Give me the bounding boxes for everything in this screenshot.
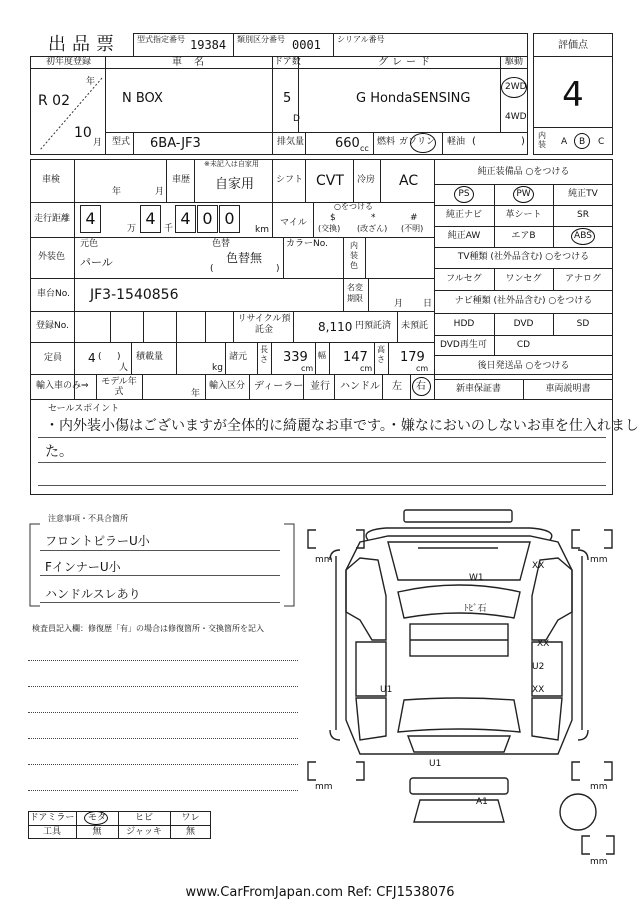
mirror-circle [84, 811, 108, 825]
mark-u1-rear: U1 [429, 759, 442, 769]
length-value: 339 [283, 350, 308, 365]
doors-value: 5 [283, 91, 292, 106]
navi-hdd: HDD [453, 319, 475, 329]
displacement: 660 [335, 136, 360, 151]
equip-abs: ABS [574, 231, 592, 241]
shift-label: シフト [276, 175, 304, 185]
model-type-label: 型式 [112, 137, 131, 147]
handle-label: ハンドル [340, 381, 380, 392]
mark-w1: W1 [469, 573, 484, 583]
inspection-month-unit: 月 [155, 187, 165, 197]
mark-xx-3: XX [532, 685, 545, 695]
length-label: 長さ [260, 345, 268, 364]
width-value: 147 [343, 350, 368, 365]
interior-grade-c: C [598, 137, 605, 147]
name-change-month: 月 [394, 299, 404, 309]
ac-label: 冷房 [357, 175, 376, 185]
fuel-label: 燃料 [377, 137, 396, 147]
class-label: 類別区分番号 [237, 35, 285, 44]
model-year-label: モデル年式 [101, 377, 137, 397]
mirror-motor: モタ [87, 813, 106, 823]
equip-ps: PS [458, 189, 470, 199]
equip-airbag: エアB [511, 231, 536, 241]
import-label: 輸入車のみ⇒ [36, 381, 89, 391]
first-reg-label: 初年度登録 [46, 57, 92, 67]
model-code-label: 型式指定番号 [137, 35, 185, 44]
import-dealer: ディーラー [254, 381, 304, 392]
mileage-digit-2: 4 [145, 209, 156, 228]
jack-value: 無 [185, 827, 195, 837]
note-item-1: フロントピラーU小 [45, 534, 150, 548]
interior-grade-b: B [579, 137, 586, 147]
recycle-unit: 円預託済 [355, 321, 392, 331]
mm-label-2: mm [590, 555, 608, 565]
capacity-label: 定員 [44, 353, 63, 363]
page-title: 出品票 [48, 34, 120, 55]
handle-left: 左 [392, 381, 402, 392]
mark-u2: U2 [532, 662, 545, 672]
score-label: 評価点 [558, 40, 588, 51]
reg-no-label: 登録No. [36, 321, 69, 331]
dvd-cd: CD [516, 340, 531, 350]
dims-label: 諸元 [229, 352, 248, 362]
history-note: ※未記入は自家用 [204, 160, 259, 168]
color-paren-close: ) [276, 264, 280, 274]
post-warranty: 新車保証書 [455, 384, 501, 394]
tv-title: TV種類 (社外品含む) ○をつける [457, 252, 590, 262]
navi-title: ナビ種類 (社外品含む) ○をつける [454, 296, 593, 306]
sales-line-1: ・内外装小傷はございますが全体的に綺麗なお車です。・嫌なにおいのしないお車を仕入れまし [45, 418, 639, 434]
history-value: 自家用 [215, 177, 255, 192]
model-year-unit: 年 [191, 389, 201, 399]
mm-label-1: mm [315, 555, 333, 565]
sales-label: セールスポイント [48, 404, 120, 414]
width-cm: cm [360, 364, 373, 373]
name-change-day: 日 [423, 299, 433, 309]
note-item-2: FインナーU小 [45, 560, 121, 574]
tv-fullseg: フルセグ [446, 274, 482, 284]
score-value: 4 [562, 75, 584, 115]
swap-dollar: $ [330, 213, 336, 223]
tv-oneseg: ワンセグ [505, 274, 542, 284]
swap-unknown: (不明) [401, 224, 424, 233]
ac-value: AC [399, 173, 419, 189]
history-label: 車歴 [172, 175, 191, 185]
equip-ps-circle [454, 186, 474, 203]
mirror-crack: ヒビ [134, 813, 153, 823]
mark-xx-2: XX [537, 639, 550, 649]
footer-reference: www.CarFromJapan.com Ref: CFJ1538076 [185, 885, 455, 900]
import-type-label: 輸入区分 [209, 381, 246, 391]
shift-value: CVT [316, 173, 344, 189]
navi-dvd: DVD [513, 319, 534, 329]
color-paren-open: ( [210, 264, 214, 274]
tv-analog: アナログ [564, 274, 601, 284]
fuel-paren-open: ( [472, 136, 476, 147]
capacity-unit: 人 [119, 363, 129, 373]
width-label: 幅 [318, 351, 326, 360]
drive-label: 駆動 [505, 57, 524, 67]
car-name: N BOX [122, 91, 163, 106]
mark-stone-chip: ﾄﾋﾞ石 [464, 604, 487, 614]
model-type: 6BA-JF3 [150, 136, 201, 151]
mm-label-4: mm [590, 782, 608, 792]
color-change: 色替無 [226, 251, 263, 265]
name-change-label: 名変期限 [347, 283, 363, 303]
recycle-status: 未預託 [401, 321, 429, 331]
post-title: 後日発送品 ○をつける [477, 361, 570, 371]
chassis-label: 車台No. [37, 289, 70, 299]
interior-grade-a: A [561, 137, 568, 147]
fuel-gasoline: ガソリン [399, 137, 436, 147]
handle-right: 右 [416, 381, 426, 392]
doors-label: ドア数 [274, 57, 301, 67]
mm-label-5: mm [590, 857, 608, 867]
tool-label: 工具 [42, 827, 61, 837]
equip-navi: 純正ナビ [445, 210, 482, 220]
mileage-unit-sen: 千 [164, 224, 174, 234]
mirror-header: ドアミラー [29, 813, 75, 823]
fuel-diesel: 軽油 [447, 137, 466, 147]
mileage-km: km [255, 225, 269, 235]
mileage-digit-1: 4 [85, 209, 96, 228]
interior-label: 内装 [538, 131, 546, 149]
load-label: 積載量 [136, 352, 164, 362]
equip-sr: SR [577, 210, 589, 220]
dvd-label: DVD再生可 [440, 340, 487, 350]
height-cm: cm [416, 364, 429, 373]
displacement-label: 排気量 [277, 137, 305, 147]
first-reg-month: 10 [74, 125, 92, 141]
note-item-3: ハンドルスレあり [45, 587, 141, 601]
serial-label: シリアル番号 [337, 35, 385, 44]
inspector-label: 検査員記入欄：修復歴「有」の場合は修復箇所・交換箇所を記入 [32, 624, 264, 633]
capacity-value: 4 [88, 351, 96, 365]
original-color-label: 元色 [80, 239, 99, 249]
interior-color-label: 内装色 [350, 241, 358, 270]
original-color: パール [80, 256, 113, 269]
tool-value: 無 [92, 827, 102, 837]
post-manual: 車両説明書 [545, 384, 591, 394]
height-label: 高さ [377, 345, 385, 364]
equip-aw: 純正AW [447, 231, 481, 241]
mark-u1-left: U1 [380, 685, 393, 695]
recycle-label: リサイクル預託金 [237, 314, 291, 335]
mark-a1: A1 [476, 797, 488, 807]
recycle-value: 8,110 [318, 320, 353, 334]
sales-line-2: た。 [45, 444, 73, 460]
mileage-digit-4: 0 [202, 209, 213, 228]
mileage-digit-5: 0 [224, 209, 235, 228]
equipment-title: 純正装備品 ○をつける [477, 167, 570, 177]
car-name-label: 車名 [172, 57, 216, 68]
equip-pw-circle [513, 186, 534, 203]
first-reg-month-unit: 月 [93, 138, 103, 148]
jack-label: ジャッキ [126, 827, 162, 837]
class-code: 0001 [292, 38, 321, 52]
equip-tv: 純正TV [568, 189, 598, 199]
swap-tampered: (改ざん) [357, 224, 388, 233]
swap-hash: # [410, 213, 418, 223]
mile-label: マイル [280, 218, 307, 228]
displacement-unit: cc [360, 144, 369, 153]
capacity-paren-close: ) [117, 352, 121, 362]
chassis-value: JF3-1540856 [90, 287, 179, 303]
car-diagram [300, 500, 630, 870]
mirror-broken: ワレ [181, 813, 200, 823]
grade-label: グレード [378, 57, 434, 68]
fuel-paren-close: ) [521, 136, 525, 147]
swap-note: ○をつける [334, 202, 373, 211]
mileage-unit-man: 万 [127, 224, 137, 234]
swap-exchanged: (交換) [318, 224, 341, 233]
equip-pw: PW [516, 189, 531, 199]
first-reg-era: R 02 [38, 93, 70, 109]
color-no-label: カラーNo. [286, 239, 328, 249]
mark-xx-1: XX [532, 561, 545, 571]
load-kg: kg [212, 363, 223, 373]
equip-leather: 革シート [505, 210, 542, 220]
mm-label-3: mm [315, 782, 333, 792]
length-cm: cm [301, 364, 314, 373]
inspection-year-unit: 年 [112, 187, 122, 197]
import-parallel: 並行 [310, 381, 330, 392]
mileage-label: 走行距離 [34, 214, 71, 224]
color-change-label: 色替 [212, 239, 231, 249]
mileage-digit-3: 4 [180, 209, 191, 228]
notes-title: 注意事項・不具合箇所 [48, 514, 128, 523]
height-value: 179 [400, 350, 425, 365]
exterior-label: 外装色 [38, 252, 66, 262]
grade-value: G HondaSENSING [356, 91, 471, 106]
first-reg-year-unit: 年 [86, 77, 96, 87]
navi-sd: SD [576, 319, 590, 329]
fuel-circle [410, 133, 436, 153]
drive-2wd: 2WD [505, 82, 527, 92]
door-type: D [293, 114, 300, 124]
inspection-label: 車検 [42, 175, 61, 185]
capacity-paren-open: ( [98, 352, 102, 362]
model-code: 19384 [190, 38, 227, 52]
drive-4wd: 4WD [505, 112, 527, 122]
swap-star: * [371, 213, 376, 223]
equip-abs-circle [571, 228, 595, 245]
